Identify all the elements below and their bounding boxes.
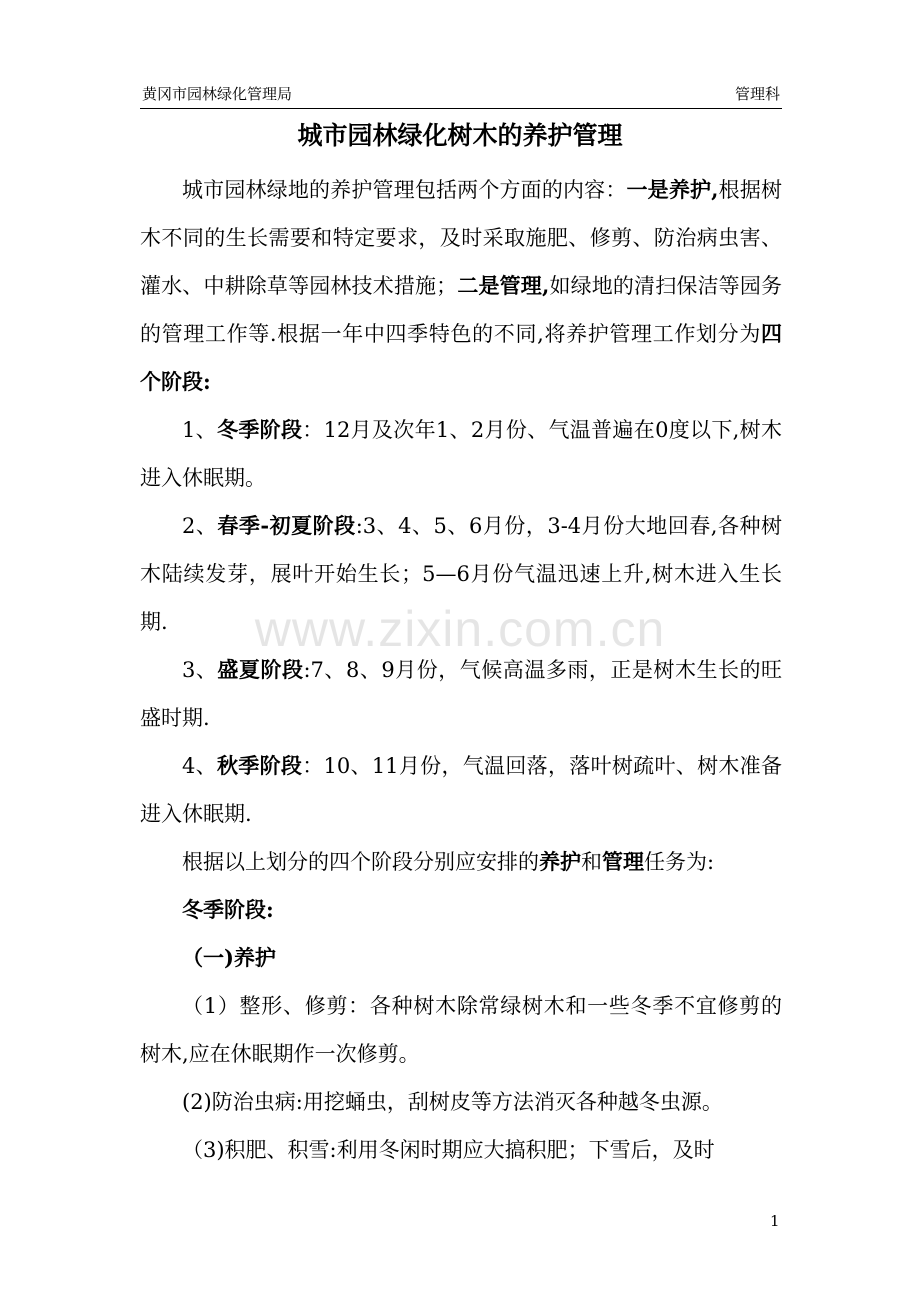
paragraph-care-head (140, 934, 782, 982)
paragraph-winter-head (140, 886, 782, 934)
document-body (140, 166, 782, 1174)
paragraph-item3 (140, 1126, 782, 1174)
paragraph-text: 根据树木不同的生长需要和特定要求，及时采取施肥、修剪、防治病虫害、灌水、中耕除草等园林技术措施； (140, 178, 783, 298)
paragraph-text: 根据以上划分的四个阶段分别应安排的 (182, 850, 539, 874)
paragraph-stage4 (140, 742, 782, 838)
paragraph-text: 如绿地的清扫保洁等园务的管理工作等.根据一年中四季特色的不同,将养护管理工作划分为 (140, 274, 782, 346)
paragraph-text: 秋季阶段 (216, 753, 303, 778)
paragraph-text: 城市园林绿地的养护管理包括两个方面的内容： (182, 178, 627, 202)
paragraph-stage3 (140, 646, 782, 742)
paragraph-text: 二是管理, (457, 273, 550, 298)
paragraph-text: 春季-初夏阶段 (217, 513, 356, 538)
watermark: www.zixin.com.cn (254, 601, 666, 657)
paragraph-text: （1）整形、修剪：各种树木除常绿树木和一些冬季不宜修剪的树木,应在休眠期作一次修剪。 (140, 994, 782, 1066)
paragraph-text: 4、 (182, 754, 217, 778)
paragraph-text: :3、4、5、6月份，3-4月份大地回春,各种树木陆续发芽，展叶开始生长；5—6月份气温迅速上升,树木进入生长期. (140, 514, 782, 634)
paragraph-text: 任务为: (644, 850, 715, 874)
paragraph-text: 1、 (182, 418, 217, 442)
paragraph-text: 冬季阶段: (182, 897, 274, 922)
paragraph-text: （3)积肥、积雪:利用冬闲时期应大搞积肥；下雪后，及时 (182, 1138, 715, 1162)
paragraph-intro (140, 166, 782, 406)
paragraph-text: 冬季阶段 (217, 417, 303, 442)
paragraph-text: ：12月及次年1、2月份、气温普遍在0度以下,树木进入休眠期。 (140, 418, 782, 490)
paragraph-text: 2、 (182, 514, 218, 538)
paragraph-item1 (140, 982, 782, 1078)
paragraph-text: 管理 (602, 849, 644, 874)
paragraph-tasks (140, 838, 782, 886)
document-title: 城市园林绿化树木的养护管理 (297, 121, 623, 150)
page-number: 1 (770, 1212, 780, 1230)
paragraph-text: ：10、11月份，气温回落，落叶树疏叶、树木准备进入休眠期. (140, 754, 782, 826)
page-header (140, 84, 782, 109)
paragraph-item2 (140, 1078, 782, 1126)
paragraph-text: (2)防治虫病:用挖蛹虫，刮树皮等方法消灭各种越冬虫源。 (182, 1090, 723, 1114)
header-organization: 黄冈市园林绿化管理局 (142, 85, 293, 103)
paragraph-text: 一是养护, (626, 177, 719, 202)
paragraph-text: :7、8、9月份，气候高温多雨，正是树木生长的旺盛时期. (140, 658, 783, 730)
paragraph-stage1 (140, 406, 782, 502)
paragraph-text: 3、 (182, 658, 218, 682)
paragraph-text: 盛夏阶段 (217, 657, 304, 682)
header-department: 管理科 (734, 85, 780, 103)
paragraph-text: 养护 (539, 849, 581, 874)
paragraph-text: （一)养护 (182, 945, 276, 970)
paragraph-text: 和 (581, 850, 602, 874)
paragraph-text: 四个阶段: (140, 321, 782, 394)
